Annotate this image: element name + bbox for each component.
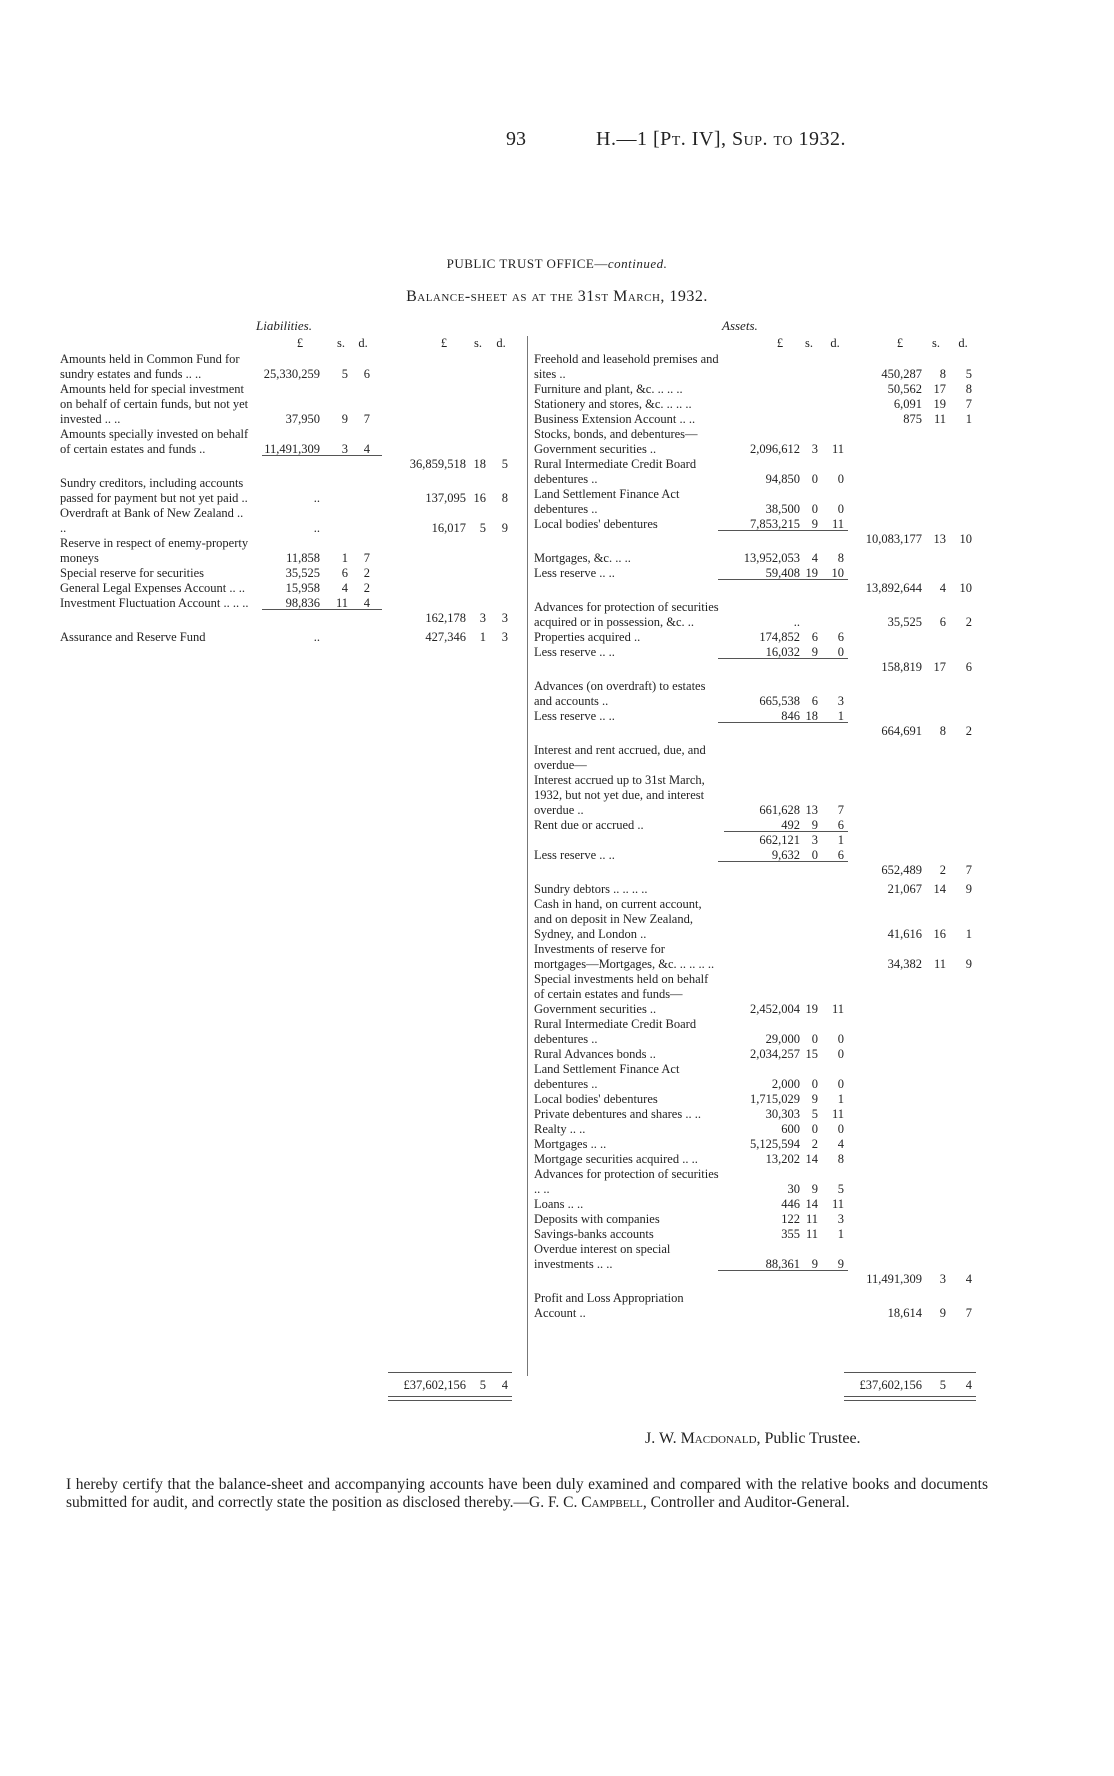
liabilities-item-shillings: 1	[341, 551, 348, 565]
assets-item-label: Local bodies' debentures	[534, 1092, 658, 1106]
assets-item-label: Sundry debtors .. .. .. ..	[534, 882, 648, 896]
assets-item-total: 18,614	[887, 1306, 922, 1320]
assets-item-total-pence: 10	[959, 532, 972, 546]
assets-item-total: 6,091	[893, 397, 922, 411]
public-trustee-title: , Public Trustee.	[756, 1430, 861, 1447]
assets-item-total-pence: 9	[965, 882, 972, 896]
assets-item-shillings: 3	[811, 833, 818, 847]
liabilities-item-label: Amounts held for special investment on behalf of certain funds, but not yet invested .. ..	[60, 382, 249, 426]
assets-item-amount: 5,125,594	[750, 1137, 800, 1151]
liabilities-item-shillings: 6	[341, 566, 348, 580]
assets-item-label: Overdue interest on special investments .. ..	[534, 1242, 671, 1271]
assets-item-label: Furniture and plant, &c. .. .. ..	[534, 382, 683, 396]
assets-item-label: Stocks, bonds, and debentures—	[534, 427, 698, 441]
liabilities-item-pence: 4	[363, 596, 370, 610]
assets-item-amount: 13,952,053	[743, 551, 800, 565]
assets-item-shillings: 9	[811, 1182, 818, 1196]
liabilities-item-total-shillings: 18	[473, 457, 486, 471]
assets-item-shillings: 0	[811, 848, 818, 862]
liabilities-item-amount: 11,491,309	[264, 442, 320, 456]
assets-item-amount: 122	[781, 1212, 800, 1226]
assets-item-amount: 1,715,029	[750, 1092, 800, 1106]
liabilities-item-label: Sundry creditors, including accounts passed for payment but not yet paid ..	[60, 476, 248, 505]
assets-item-label: Business Extension Account .. ..	[534, 412, 696, 426]
balance-sheet-title: Balance-sheet as at the 31st March, 1932.	[406, 288, 708, 305]
assets-item-pence: 3	[837, 694, 844, 708]
assets-item-shillings: 5	[811, 1107, 818, 1121]
assets-item-amount: 662,121	[759, 833, 800, 847]
assets-item-amount: 9,632	[771, 848, 800, 862]
assets-item-shillings: 19	[805, 1002, 818, 1016]
office-title-continued: continued.	[607, 256, 668, 271]
liabilities-item-amount: 37,950	[285, 412, 320, 426]
assets-item-label: Interest and rent accrued, due, and overdue—	[534, 743, 706, 772]
assets-item-amount: 600	[781, 1122, 800, 1136]
assets-subtotal-rule	[724, 831, 848, 832]
liabilities-item-total: 427,346	[425, 630, 466, 644]
assets-head-d: d.	[830, 336, 840, 350]
assets-item-total-pence: 4	[965, 1272, 972, 1286]
liabilities-caption: Liabilities.	[256, 318, 312, 333]
assets-head-pound-total: £	[896, 336, 904, 350]
liabilities-item-pence: 7	[363, 412, 370, 426]
assets-item-pence: 5	[837, 1182, 844, 1196]
assets-item-total: 11,491,309	[866, 1272, 922, 1286]
assets-item-label: Land Settlement Finance Act debentures ..	[534, 487, 680, 516]
liabilities-item-total: 162,178	[425, 611, 466, 625]
liabilities-item-amount: 11,858	[286, 551, 320, 565]
assets-item-label: Less reserve .. ..	[534, 566, 615, 580]
assets-item-amount: 2,096,612	[750, 442, 800, 456]
assets-item-amount: 174,852	[759, 630, 800, 644]
assets-item-amount: 94,850	[765, 472, 800, 486]
liabilities-item-amount: 35,525	[285, 566, 320, 580]
liabilities-head-d-total: d.	[496, 336, 506, 350]
liabilities-item-amount: ..	[313, 630, 320, 644]
assets-item-label: Cash in hand, on current account, and on deposit in New Zealand, Sydney, and London ..	[534, 897, 702, 941]
liabilities-item-label: Amounts specially invested on behalf of certain estates and funds ..	[60, 427, 249, 456]
assets-grand-total-shillings: 5	[939, 1378, 946, 1392]
assets-item-total-shillings: 11	[933, 412, 946, 426]
liabilities-item-total-pence: 3	[501, 630, 508, 644]
assets-subtotal-rule	[718, 530, 848, 531]
assets-subtotal-rule	[718, 579, 848, 580]
liabilities-item-shillings: 5	[341, 367, 348, 381]
assets-item-label: Interest accrued up to 31st March, 1932, but not yet due, and interest overdue ..	[534, 773, 705, 817]
assets-item-pence: 1	[837, 1227, 844, 1241]
assets-item-amount: 29,000	[765, 1032, 800, 1046]
liabilities-item-shillings: 9	[341, 412, 348, 426]
assets-item-amount: 2,034,257	[750, 1047, 800, 1061]
assets-item-shillings: 9	[811, 1257, 818, 1271]
liabilities-item-label: Overdraft at Bank of New Zealand .. ..	[60, 506, 244, 535]
assets-item-shillings: 0	[811, 472, 818, 486]
assets-subtotal-rule	[718, 1270, 848, 1271]
assets-item-amount: 2,452,004	[750, 1002, 800, 1016]
assets-item-amount: 665,538	[759, 694, 800, 708]
office-title-text: PUBLIC TRUST OFFICE—	[446, 256, 608, 271]
assets-item-label: Realty .. ..	[534, 1122, 586, 1136]
assets-item-label: Mortgages .. ..	[534, 1137, 607, 1151]
assets-grand-total-pence: 4	[965, 1378, 972, 1392]
assets-total-rule	[844, 1372, 976, 1373]
assets-item-label: Rural Intermediate Credit Board debentures ..	[534, 457, 697, 486]
assets-item-amount: 88,361	[765, 1257, 800, 1271]
assets-item-pence: 6	[837, 848, 844, 862]
assets-item-label: Mortgages, &c. .. ..	[534, 551, 631, 565]
assets-item-label: Advances for protection of securities acquired or in possession, &c. ..	[534, 600, 719, 629]
assets-item-label: Deposits with companies	[534, 1212, 660, 1226]
assets-item-total-shillings: 17	[933, 382, 946, 396]
assets-item-shillings: 14	[805, 1197, 818, 1211]
liabilities-item-label: Reserve in respect of enemy-property moneys	[60, 536, 249, 565]
assets-item-amount: 661,628	[759, 803, 800, 817]
liabilities-item-total: 16,017	[431, 521, 466, 535]
assets-item-label: Land Settlement Finance Act debentures ..	[534, 1062, 680, 1091]
assets-item-total: 21,067	[887, 882, 922, 896]
assets-item-amount: 38,500	[765, 502, 800, 516]
assets-item-pence: 1	[837, 833, 844, 847]
assets-item-amount: 30,303	[765, 1107, 800, 1121]
assets-item-label: Properties acquired ..	[534, 630, 641, 644]
assets-item-total: 13,892,644	[865, 581, 922, 595]
document-reference: H.—1 [Pt. IV], Sup. to 1932.	[596, 128, 846, 150]
liabilities-item-amount: ..	[313, 491, 320, 505]
assets-item-total: 34,382	[887, 957, 922, 971]
assets-item-shillings: 6	[811, 630, 818, 644]
assets-item-total-shillings: 8	[939, 724, 946, 738]
assets-item-shillings: 4	[811, 551, 818, 565]
assets-item-pence: 8	[837, 551, 844, 565]
column-divider	[527, 336, 528, 1376]
assets-item-total-pence: 7	[965, 863, 972, 877]
assets-head-d-total: d.	[958, 336, 968, 350]
liabilities-head-s-total: s.	[474, 336, 482, 350]
assets-item-shillings: 0	[811, 1032, 818, 1046]
assets-item-label: Less reserve .. ..	[534, 709, 615, 723]
assets-item-pence: 11	[831, 1197, 844, 1211]
assets-item-total-pence: 7	[965, 397, 972, 411]
assets-item-pence: 8	[837, 1152, 844, 1166]
assets-item-shillings: 18	[805, 709, 818, 723]
assets-item-pence: 9	[837, 1257, 844, 1271]
assets-item-label: Advances (on overdraft) to estates and accounts ..	[534, 679, 706, 708]
assets-item-shillings: 9	[811, 1092, 818, 1106]
liabilities-grand-total: £37,602,156	[403, 1378, 466, 1392]
assets-item-total-shillings: 14	[933, 882, 946, 896]
assets-item-total-shillings: 13	[933, 532, 946, 546]
assets-item-shillings: 11	[805, 1212, 818, 1226]
assets-item-pence: 6	[837, 630, 844, 644]
assets-item-shillings: 2	[811, 1137, 818, 1151]
assets-caption: Assets.	[722, 318, 758, 333]
assets-item-pence: 1	[837, 1092, 844, 1106]
liabilities-item-pence: 2	[363, 581, 370, 595]
assets-item-pence: 3	[837, 1212, 844, 1226]
assets-item-shillings: 15	[805, 1047, 818, 1061]
public-trustee-name: J. W. Macdonald	[645, 1430, 757, 1447]
assets-item-label: Rent due or accrued ..	[534, 818, 644, 832]
assets-item-total-pence: 6	[965, 660, 972, 674]
assets-item-amount: 2,000	[771, 1077, 800, 1091]
assets-item-total-shillings: 11	[933, 957, 946, 971]
assets-item-total: 41,616	[887, 927, 922, 941]
assets-item-pence: 1	[837, 709, 844, 723]
liabilities-head-d: d.	[358, 336, 368, 350]
liabilities-total-rule	[388, 1372, 512, 1373]
assets-item-total-shillings: 6	[939, 615, 946, 629]
assets-item-amount: 13,202	[765, 1152, 800, 1166]
liabilities-item-shillings: 11	[335, 596, 348, 610]
assets-item-shillings: 3	[811, 442, 818, 456]
assets-item-pence: 0	[837, 472, 844, 486]
liabilities-item-amount: 98,836	[285, 596, 320, 610]
assets-item-total-shillings: 17	[933, 660, 946, 674]
assets-item-label: Rural Intermediate Credit Board debentures ..	[534, 1017, 697, 1046]
assets-item-total-shillings: 3	[939, 1272, 946, 1286]
liabilities-item-shillings: 3	[341, 442, 348, 456]
liabilities-item-pence: 7	[363, 551, 370, 565]
assets-item-shillings: 13	[805, 803, 818, 817]
assets-item-shillings: 6	[811, 694, 818, 708]
public-trustee-signature	[645, 1430, 861, 1448]
assets-item-pence: 0	[837, 1122, 844, 1136]
assets-item-label: Savings-banks accounts	[534, 1227, 654, 1241]
liabilities-item-total-pence: 3	[501, 611, 508, 625]
assets-item-pence: 6	[837, 818, 844, 832]
assets-item-total: 875	[903, 412, 922, 426]
assets-item-pence: 11	[831, 517, 844, 531]
assets-item-total-pence: 1	[965, 412, 972, 426]
assets-item-pence: 4	[837, 1137, 844, 1151]
liabilities-head-pound: £	[296, 336, 304, 350]
office-title	[0, 256, 1114, 272]
liabilities-grand-total-pence: 4	[501, 1378, 508, 1392]
assets-item-total-pence: 5	[965, 367, 972, 381]
liabilities-item-total-shillings: 16	[473, 491, 486, 505]
assets-item-label: Loans .. ..	[534, 1197, 584, 1211]
assets-item-label: Investments of reserve for mortgages—Mortgages, &c. .. .. .. ..	[534, 942, 715, 971]
audit-certificate	[66, 1476, 988, 1512]
assets-head-pound: £	[776, 336, 784, 350]
assets-item-shillings: 11	[805, 1227, 818, 1241]
assets-item-total-pence: 9	[965, 957, 972, 971]
liabilities-item-amount: 25,330,259	[263, 367, 320, 381]
assets-item-total: 10,083,177	[865, 532, 922, 546]
liabilities-item-label: Amounts held in Common Fund for sundry estates and funds .. ..	[60, 352, 240, 381]
assets-item-total: 35,525	[887, 615, 922, 629]
liabilities-item-amount: 15,958	[285, 581, 320, 595]
liabilities-item-label: Assurance and Reserve Fund	[60, 630, 206, 644]
liabilities-item-pence: 4	[363, 442, 370, 456]
auditor-name: G. F. C. Campbell	[529, 1494, 643, 1511]
assets-item-label: Advances for protection of securities .. ..	[534, 1167, 719, 1196]
liabilities-head-s: s.	[337, 336, 345, 350]
assets-item-pence: 11	[831, 1002, 844, 1016]
assets-item-total: 664,691	[881, 724, 922, 738]
assets-item-total-shillings: 8	[939, 367, 946, 381]
assets-item-amount: 446	[781, 1197, 800, 1211]
assets-item-amount: 846	[781, 709, 800, 723]
assets-item-total-pence: 8	[965, 382, 972, 396]
assets-head-s: s.	[805, 336, 813, 350]
liabilities-item-label: Special reserve for securities	[60, 566, 205, 580]
assets-item-label: Profit and Loss Appropriation Account ..	[534, 1291, 684, 1320]
assets-item-shillings: 0	[811, 1077, 818, 1091]
assets-item-amount: 59,408	[765, 566, 800, 580]
page-number: 93	[506, 128, 526, 150]
liabilities-item-amount: ..	[313, 521, 320, 535]
assets-item-total-pence: 2	[965, 724, 972, 738]
assets-item-shillings: 19	[805, 566, 818, 580]
assets-item-total: 450,287	[881, 367, 922, 381]
liabilities-item-pence: 2	[363, 566, 370, 580]
liabilities-item-total: 36,859,518	[409, 457, 466, 471]
assets-grand-total: £37,602,156	[859, 1378, 922, 1392]
assets-item-total-shillings: 19	[933, 397, 946, 411]
liabilities-item-label: Investment Fluctuation Account .. .. ..	[60, 596, 249, 610]
liabilities-subtotal-rule	[262, 455, 382, 456]
assets-item-amount: 355	[781, 1227, 800, 1241]
assets-item-shillings: 0	[811, 1122, 818, 1136]
liabilities-subtotal-rule	[262, 609, 382, 610]
liabilities-item-total-shillings: 5	[479, 521, 486, 535]
assets-subtotal-rule	[718, 722, 848, 723]
assets-item-pence: 0	[837, 502, 844, 516]
liabilities-head-pound-total: £	[440, 336, 448, 350]
assets-item-amount: ..	[793, 615, 800, 629]
liabilities-item-total-shillings: 3	[479, 611, 486, 625]
assets-item-total: 652,489	[881, 863, 922, 877]
assets-item-label: Stationery and stores, &c. .. .. ..	[534, 397, 692, 411]
liabilities-total-double-rule	[388, 1396, 512, 1401]
assets-item-pence: 0	[837, 1047, 844, 1061]
assets-item-label: Private debentures and shares .. ..	[534, 1107, 701, 1121]
assets-item-label: Less reserve .. ..	[534, 645, 615, 659]
assets-item-total-shillings: 2	[939, 863, 946, 877]
liabilities-item-total-pence: 8	[501, 491, 508, 505]
assets-item-shillings: 0	[811, 502, 818, 516]
assets-item-amount: 492	[781, 818, 800, 832]
assets-item-label: Less reserve .. ..	[534, 848, 615, 862]
assets-item-label: Freehold and leasehold premises and sites ..	[534, 352, 719, 381]
assets-item-label: Government securities ..	[534, 442, 657, 456]
assets-subtotal-rule	[718, 861, 848, 862]
assets-item-total: 50,562	[887, 382, 922, 396]
assets-head-s-total: s.	[932, 336, 940, 350]
assets-item-label: Mortgage securities acquired .. ..	[534, 1152, 698, 1166]
assets-item-label: Rural Advances bonds ..	[534, 1047, 656, 1061]
assets-item-total-pence: 7	[965, 1306, 972, 1320]
assets-item-pence: 10	[831, 566, 844, 580]
assets-item-amount: 30	[787, 1182, 800, 1196]
assets-item-total-shillings: 4	[939, 581, 946, 595]
assets-subtotal-rule	[718, 658, 848, 659]
assets-item-label: Government securities ..	[534, 1002, 657, 1016]
assets-total-double-rule	[844, 1396, 976, 1401]
certificate-text: I hereby certify that the balance-sheet and accompanying accounts have been duly examined and compared with the relative books and documents submitted for audit, and correctly state the position as disclosed thereby.—	[66, 1476, 988, 1511]
assets-item-amount: 16,032	[765, 645, 800, 659]
assets-item-label: Local bodies' debentures	[534, 517, 658, 531]
assets-item-total-shillings: 16	[933, 927, 946, 941]
assets-item-pence: 7	[837, 803, 844, 817]
liabilities-item-total: 137,095	[425, 491, 466, 505]
assets-item-pence: 0	[837, 645, 844, 659]
liabilities-item-shillings: 4	[341, 581, 348, 595]
assets-item-pence: 0	[837, 1032, 844, 1046]
assets-item-shillings: 14	[805, 1152, 818, 1166]
assets-item-amount: 7,853,215	[750, 517, 800, 531]
liabilities-item-total-shillings: 1	[479, 630, 486, 644]
assets-item-shillings: 9	[811, 818, 818, 832]
assets-item-pence: 0	[837, 1077, 844, 1091]
assets-item-total-pence: 10	[959, 581, 972, 595]
liabilities-grand-total-shillings: 5	[479, 1378, 486, 1392]
assets-item-shillings: 9	[811, 645, 818, 659]
assets-item-total-shillings: 9	[939, 1306, 946, 1320]
assets-item-shillings: 9	[811, 517, 818, 531]
liabilities-item-total-pence: 9	[501, 521, 508, 535]
liabilities-item-total-pence: 5	[501, 457, 508, 471]
liabilities-item-label: General Legal Expenses Account .. ..	[60, 581, 246, 595]
assets-item-pence: 11	[831, 1107, 844, 1121]
auditor-title: , Controller and Auditor-General.	[642, 1494, 850, 1511]
assets-item-total: 158,819	[881, 660, 922, 674]
assets-item-label: Special investments held on behalf of certain estates and funds—	[534, 972, 709, 1001]
liabilities-item-pence: 6	[363, 367, 370, 381]
assets-item-pence: 11	[831, 442, 844, 456]
assets-item-total-pence: 2	[965, 615, 972, 629]
assets-item-total-pence: 1	[965, 927, 972, 941]
